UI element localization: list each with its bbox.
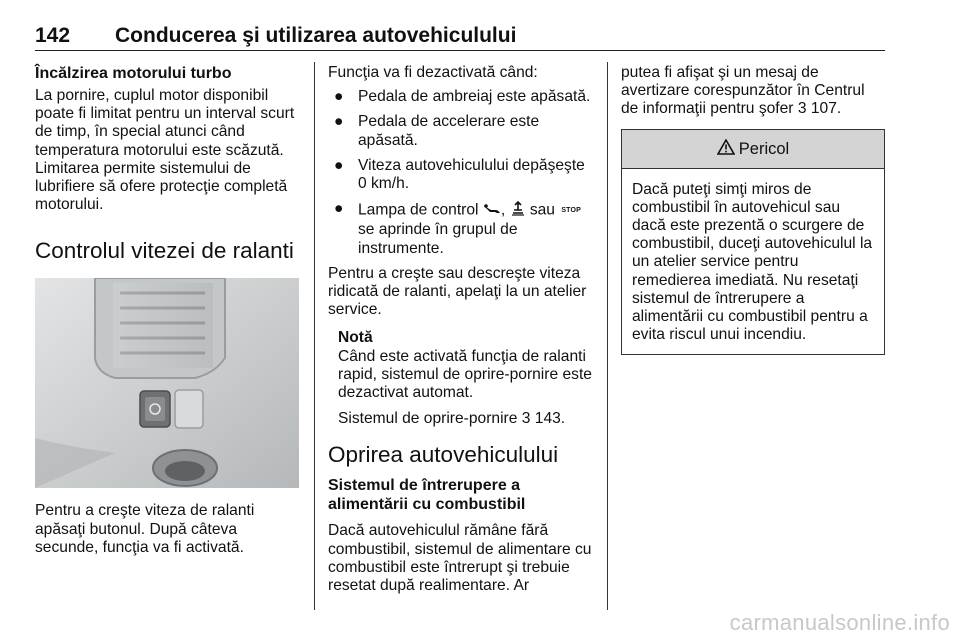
note-text: Când este activată funcţia de ralanti rapid, sistemul de oprire-pornire este dezactivat automat. [338, 347, 592, 402]
deactivation-list [328, 88, 596, 258]
list-item-text: Pedala de ambreiaj este apăsată. [358, 88, 591, 106]
control-lamp-auto-stop-icon [510, 200, 526, 221]
idle-button-photo [35, 278, 299, 488]
bullet-dot-icon: ● [334, 156, 344, 174]
reference-text: Sistemul de oprire-pornire [338, 410, 522, 428]
list-item [328, 113, 596, 149]
list-item [328, 88, 596, 106]
danger-title: Pericol [738, 139, 790, 158]
column-3 [621, 64, 885, 355]
page-ref-arrow-icon: 3 [797, 100, 807, 118]
list-item [328, 200, 596, 258]
heading-stop-vehicle: Oprirea autovehiculului [328, 442, 559, 468]
deactivation-intro: Funcţia va fi dezactivată când: [328, 64, 538, 81]
reference-page: 143. [530, 410, 566, 428]
note-reference [338, 410, 596, 428]
page-ref-arrow-icon: 3 [521, 410, 531, 428]
list-item [328, 157, 596, 193]
chapter-title: Conducerea şi utilizarea autovehiculului [115, 24, 517, 47]
page-number: 142 [35, 24, 71, 47]
note-title: Notă [338, 329, 373, 347]
list-item-text: Viteza autovehiculului depăşeşte 0 km/h. [358, 156, 585, 193]
paragraph-idle: Pentru a creşte viteza de ralanti apăsaţi butonul. După câteva secunde, funcţia va fi activată. [35, 502, 255, 556]
heading-fuel-cutoff: Sistemul de întrerupere a alimentării cu combustibil [328, 477, 526, 514]
column-1 [35, 64, 299, 557]
stop-lamp-icon: STOP [561, 206, 582, 214]
column-divider-1 [314, 62, 315, 610]
list-item-text: Lampa de control [358, 201, 483, 219]
list-item-text: se aprinde în grupul de instrumente. [358, 221, 518, 257]
dashboard-photo-illustration [35, 278, 299, 488]
comma-text: , [500, 201, 510, 219]
warning-triangle-icon [717, 139, 735, 159]
heading-idle-speed: Controlul vitezei de ralanti [35, 238, 294, 264]
danger-header [622, 130, 884, 169]
paragraph-fuel: Dacă autovehiculul rămâne fără combustibil, sistemul de alimentare cu combustibil este întrerupt şi trebuie resetat după realimentare. Ar [328, 522, 592, 595]
paragraph-continued [621, 64, 885, 119]
watermark: carmanualsonline.info [729, 610, 950, 635]
heading-turbo: Încălzirea motorului turbo [35, 65, 232, 82]
column-2 [328, 64, 596, 595]
or-text: sau [525, 201, 560, 219]
reference-page: 107. [806, 100, 842, 118]
bullet-dot-icon: ● [334, 113, 344, 131]
paragraph-service: Pentru a creşte sau descreşte viteza ridicată de ralanti, apelaţi la un atelier service. [328, 264, 587, 319]
bullet-dot-icon: ● [334, 200, 344, 218]
control-lamp-hare-icon [483, 202, 501, 220]
danger-body: Dacă puteţi simţi miros de combustibil în autovehicul sau dacă este prezentă o scurgere de combustibil, duceţi autovehiculul la un atelier service pentru remedierea imediată. Nu resetaţi sistemul de întrerupere a alimentării cu combustibil pentru a evita riscul unui incendiu. [632, 180, 873, 344]
list-item-text: Pedala de accelerare este apăsată. [358, 113, 540, 149]
page-header [35, 20, 885, 51]
paragraph-turbo: La pornire, cuplul motor disponibil poate fi limitat pentru un interval scurt de timp, în special atunci când temperatura motorului este scăzută. Limitarea permite sistemului de lubrifiere să ofere protecţie completă motorului. [35, 87, 295, 214]
column-divider-2 [607, 62, 608, 610]
paragraph-continued-text: putea fi afişat şi un mesaj de avertizare corespunzător în Centrul de informaţii pentru şofer [621, 64, 865, 118]
bullet-dot-icon: ● [334, 88, 344, 106]
note-block [328, 329, 596, 428]
danger-box [621, 129, 885, 356]
